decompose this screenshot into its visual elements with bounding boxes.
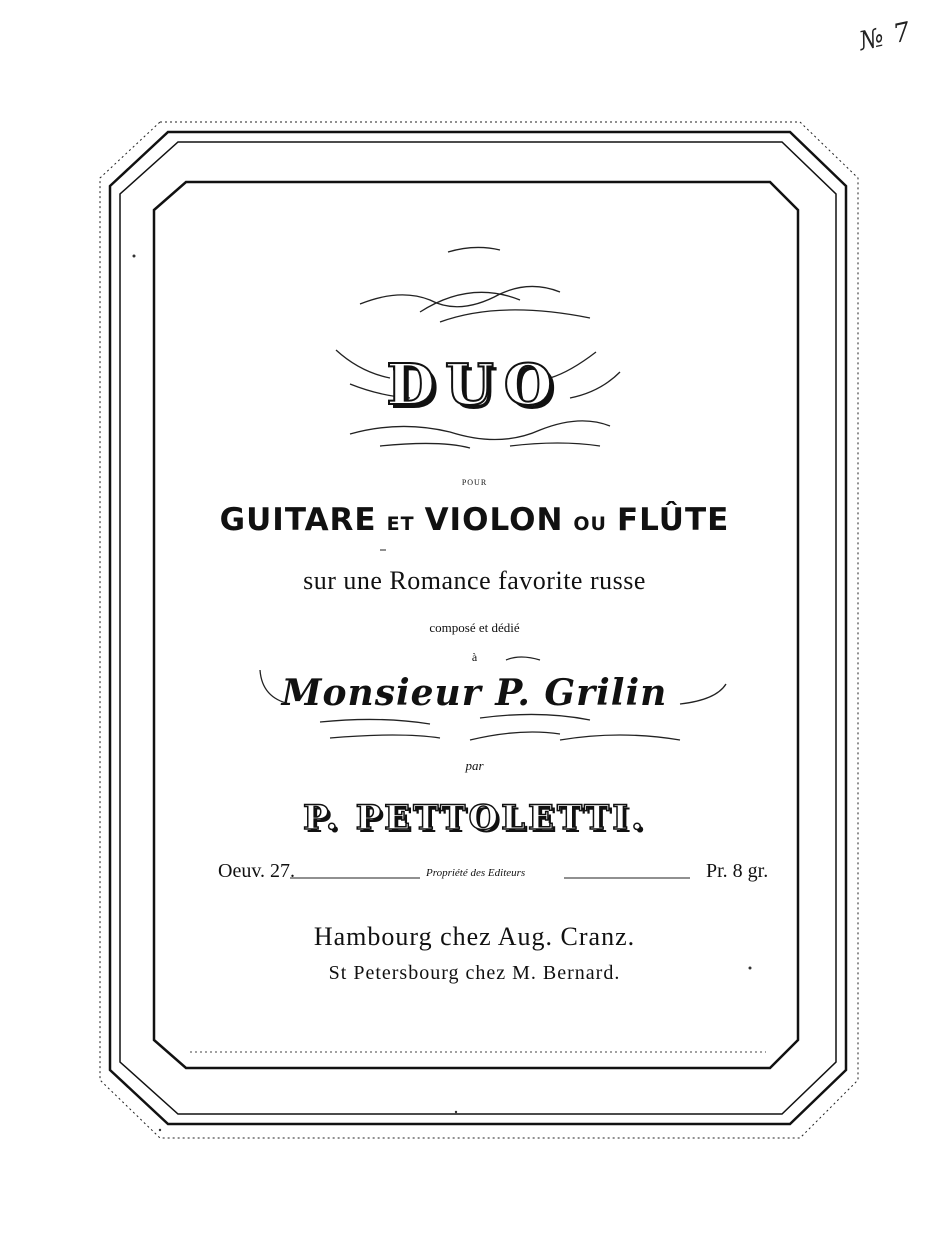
a-label: à bbox=[471, 650, 478, 664]
speck bbox=[159, 1129, 161, 1131]
instrumentation-line bbox=[0, 502, 949, 538]
dedicatee-name: Monsieur P. Grilin bbox=[281, 672, 668, 714]
compose-dedie-label: composé et dédié bbox=[429, 620, 520, 635]
composer-name: P. PETTOLETTI. bbox=[302, 798, 647, 838]
par-label: par bbox=[465, 758, 484, 773]
publisher-hamburg: Hambourg chez Aug. Cranz. bbox=[313, 922, 636, 951]
speck bbox=[455, 1111, 457, 1113]
propriete-notice: Propriété des Editeurs bbox=[426, 867, 526, 879]
subtitle-romance: sur une Romance favorite russe bbox=[303, 566, 646, 595]
instrument-violin: VIOLON bbox=[424, 502, 564, 538]
opus-row bbox=[0, 860, 949, 888]
speck bbox=[133, 255, 136, 258]
instrument-flute: FLÛTE bbox=[616, 502, 730, 538]
opus-number: Oeuv. 27. bbox=[218, 860, 296, 882]
corner-handwritten-note: № 7 bbox=[856, 16, 914, 58]
conjunction-et: ET bbox=[386, 513, 415, 535]
price-label: Pr. 8 gr. bbox=[706, 860, 769, 882]
main-title: DUO bbox=[386, 352, 563, 418]
publisher-petersburg: St Petersbourg chez M. Bernard. bbox=[328, 962, 621, 984]
conjunction-ou: OU bbox=[573, 513, 607, 535]
pour-label: pour bbox=[461, 476, 488, 488]
instrument-guitar: GUITARE bbox=[219, 502, 377, 538]
